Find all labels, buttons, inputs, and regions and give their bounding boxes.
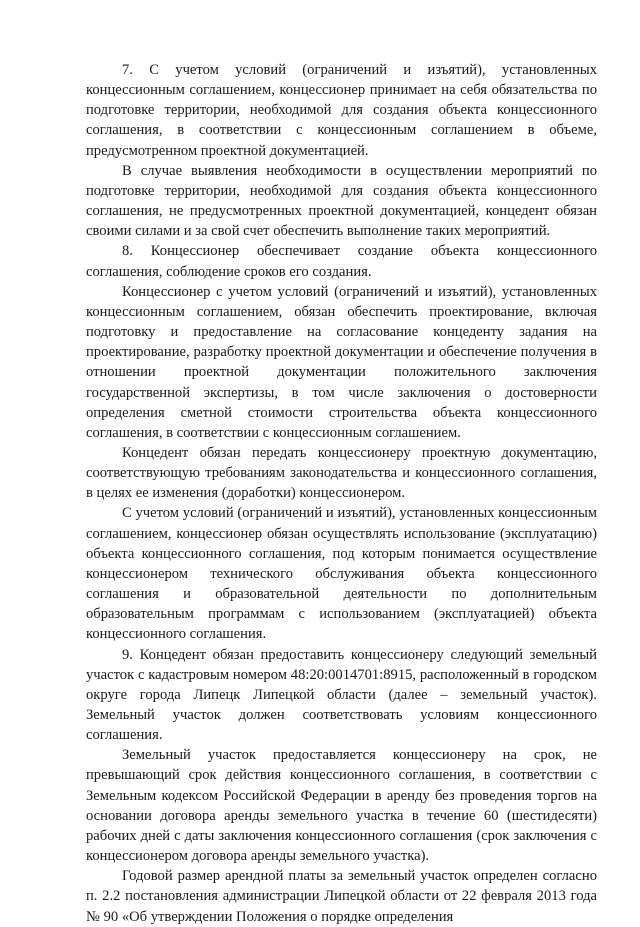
- paragraph-design-obligations: Концессионер с учетом условий (ограничений и изъятий), установленных концессионным соглашением, обязан обеспечить проектирование, включая подготовку и предоставление на согласование концеденту задания на проектирование, разработку проектной документации и обеспечение получения в отношении проектной документации положительного заключения государственной экспертизы, в том числе заключения о достоверности определения сметной стоимости строительства объекта концессионного соглашения, в соответствии с концессионным соглашением.: [86, 283, 597, 441]
- paragraph-territory-extra-works: В случае выявления необходимости в осуществлении мероприятий по подготовке территории, необходимой для создания объекта концессионного соглашения, не предусмотренных проектной документацией, концедент обязан своими силами и за свой счет обеспечить выполнение таких мероприятий.: [86, 162, 597, 240]
- paragraph-transfer-documentation: Концедент обязан передать концессионеру проектную документацию, соответствующую требованиям законодательства и концессионного соглашения, в целях ее изменения (доработки) концессионером.: [86, 444, 597, 502]
- paragraph-7-preparation-territory: 7. С учетом условий (ограничений и изъятий), установленных концессионным соглашением, концессионер принимает на себя обязательства по подготовке территории, необходимой для создания объекта концессионного соглашения, в соответствии с концессионным соглашением в объеме, предусмотренном проектной документацией.: [86, 62, 597, 159]
- paragraph-9-land-plot: 9. Концедент обязан предоставить концессионеру следующий земельный участок с кадастровым номером 48:20:0014701:8915, расположенный в городском округе города Липецк Липецкой области (далее – земельный участок). Земельный участок должен соответствовать условиям концессионного соглашения.: [86, 646, 597, 744]
- paragraph-8-creation-object: 8. Концессионер обеспечивает создание объекта концессионного соглашения, соблюдение сроков его создания.: [86, 243, 597, 280]
- document-page: [86, 60, 597, 927]
- paragraph-operation-object: С учетом условий (ограничений и изъятий), установленных концессионным соглашением, концессионер обязан осуществлять использование (эксплуатацию) объекта концессионного соглашения, под которым понимается осуществление концессионером технического обслуживания объекта концессионного соглашения и образовательной деятельности по дополнительным образовательным программам с использованием (эксплуатацией) объекта концессионного соглашения.: [86, 505, 597, 643]
- paragraph-land-plot-lease: Земельный участок предоставляется концессионеру на срок, не превышающий срок действия концессионного соглашения, в соответствии с Земельным кодексом Российской Федерации в аренду без проведения торгов на основании договора аренды земельного участка в течение 60 (шестидесяти) рабочих дней с даты заключения концессионного соглашения (срок заключения с концессионером договора аренды земельного участка).: [86, 747, 597, 865]
- paragraph-annual-rent: Годовой размер арендной платы за земельный участок определен согласно п. 2.2 постановления администрации Липецкой области от 22 февраля 2013 года № 90 «Об утверждении Положения о порядке определения: [86, 868, 597, 925]
